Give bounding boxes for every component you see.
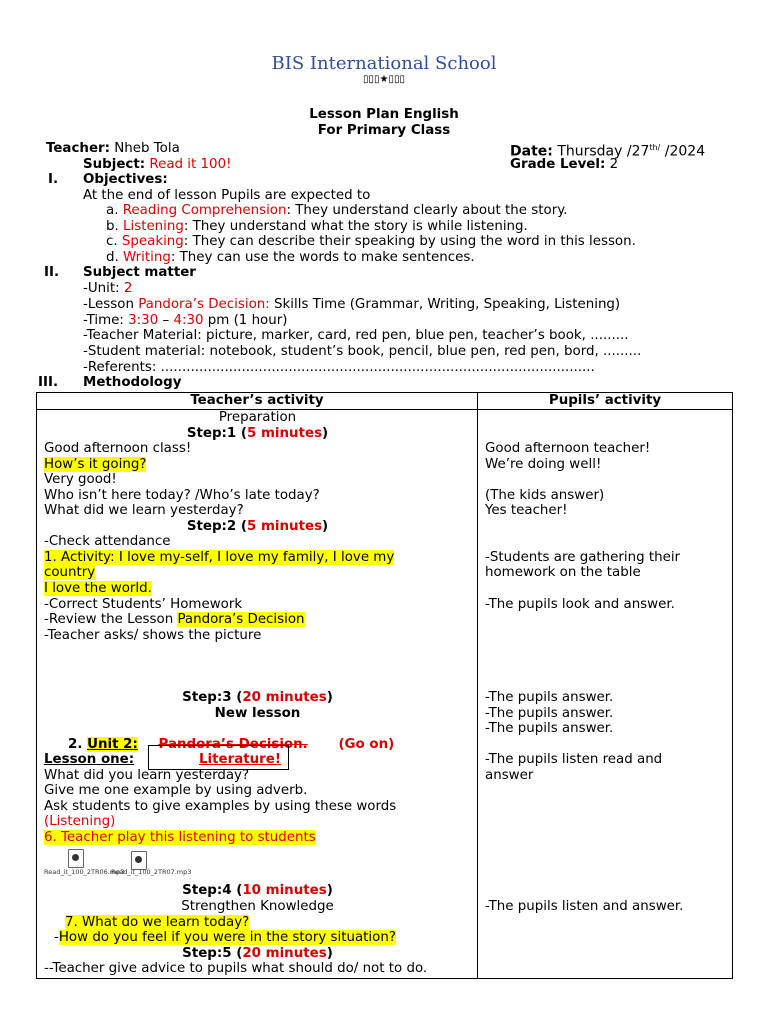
p-listen-line2: answer [485, 768, 534, 783]
time-label: -Time: [83, 313, 129, 328]
t-what-did: What did you learn yesterday? [44, 768, 250, 783]
p-gather-line1: -Students are gathering their [485, 550, 681, 565]
p-listen-answer: -The pupils listen and answer. [485, 899, 684, 914]
step-4-time: 10 minutes [242, 883, 327, 898]
unit-label: -Unit: [83, 281, 124, 296]
objective-a-key: Reading Comprehension [122, 203, 287, 218]
step-1-close: ) [322, 426, 329, 441]
objective-a-marker: a. [106, 203, 119, 218]
grade-value: 2 [609, 157, 619, 172]
step-3 [37, 690, 478, 706]
subject-label: Subject: [83, 157, 146, 172]
doc-title-line1: Lesson Plan English [309, 107, 459, 122]
step-3-close: ) [326, 690, 333, 705]
date-value: Thursday /27 [557, 143, 650, 160]
p-listen-line1: -The pupils listen read and [485, 752, 663, 767]
objective-c [106, 234, 636, 250]
unit-heading-label: Unit 2: [87, 737, 138, 752]
school-motto: ▯▯▯★▯▯▯ [363, 74, 405, 85]
step-3-label: Step:3 ( [182, 690, 243, 705]
lesson-line [83, 297, 620, 313]
step-1-label: Step:1 ( [186, 426, 247, 441]
t-example: Give me one example by using adverb. [44, 783, 308, 798]
step-2 [37, 519, 478, 535]
teacher-material: -Teacher Material: picture, marker, card, red pen, blue pen, teacher’s book, ......... [83, 328, 629, 343]
grade-line [510, 157, 618, 173]
step-4-close: ) [326, 883, 333, 898]
p-answer-1: -The pupils answer. [485, 690, 614, 705]
t-listening: (Listening) [44, 814, 116, 829]
p-kids-answer: (The kids answer) [485, 488, 605, 503]
step-2-label: Step:2 ( [186, 519, 247, 534]
objective-d [106, 250, 475, 266]
date-label: Date: [510, 143, 553, 160]
objective-d-marker: d. [106, 250, 119, 265]
objective-d-key: Writing [123, 250, 171, 265]
date-year: /2024 [660, 143, 706, 160]
teacher-line [46, 141, 180, 157]
grade-label: Grade Level: [510, 157, 606, 172]
teacher-activity-cell [37, 410, 478, 979]
col-header-teacher: Teacher’s activity [37, 393, 478, 410]
t-activity-line1: 1. Activity: I love my-self, I love my family, I love my [44, 550, 395, 565]
t-ask-examples: Ask students to give examples by using these words [44, 799, 397, 814]
subject-value: Read it 100! [149, 157, 232, 172]
methodology-number: III. [38, 375, 59, 390]
col-header-pupils: Pupils’ activity [478, 393, 733, 410]
p-answer-3: -The pupils answer. [485, 721, 614, 736]
new-lesson-label: New lesson [214, 706, 301, 721]
objective-c-marker: c. [106, 234, 118, 249]
t-how-going: How’s it going? [44, 457, 147, 472]
strengthen-label: Strengthen Knowledge [181, 899, 334, 914]
student-material: -Student material: notebook, student’s book, pencil, blue pen, red pen, bord, ......... [83, 344, 642, 359]
objectives-intro: At the end of lesson Pupils are expected to [83, 188, 371, 203]
t-how-feel [54, 930, 396, 946]
lesson-label: -Lesson [83, 297, 139, 312]
t-activity-line2: country [44, 565, 96, 580]
step-5 [37, 946, 478, 962]
methodology-table [36, 392, 733, 979]
audio-file-2-caption[interactable]: Read_it_100_2TR07.mp3 [111, 868, 192, 876]
lesson-skills: Skills Time (Grammar, Writing, Speaking, Listening) [269, 297, 621, 312]
objective-d-text: : They can use the words to make sentences. [170, 250, 475, 265]
unit-heading-title: Pandora’s Decision. [158, 737, 308, 752]
step-3-time: 20 minutes [242, 690, 327, 705]
t-review [44, 612, 305, 628]
t-activity-line3: I love the world. [44, 581, 152, 596]
audio-file-1-caption[interactable]: Read_it_100_2TR06.mp3 [44, 868, 125, 876]
objective-b-key: Listening [123, 219, 184, 234]
objective-b [106, 219, 528, 235]
t-attendance: -Check attendance [44, 534, 171, 549]
objective-a [106, 203, 567, 219]
lesson-name: Pandora’s Decision: [138, 297, 270, 312]
t-greet: Good afternoon class! [44, 441, 192, 456]
objective-b-marker: b. [106, 219, 119, 234]
step-5-close: ) [326, 946, 333, 961]
step-4-label: Step:4 ( [182, 883, 243, 898]
step-5-time: 20 minutes [242, 946, 327, 961]
preparation-label: Preparation [218, 410, 297, 425]
teacher-value: Nheb Tola [114, 141, 180, 156]
t-how-feel-dash: - [54, 930, 59, 945]
step-5-label: Step:5 ( [182, 946, 243, 961]
p-doing-well: We’re doing well! [485, 457, 602, 472]
time-end: 4:30 [173, 313, 204, 328]
audio-file-icon[interactable] [68, 849, 84, 868]
time-dash: – [158, 313, 174, 328]
t-who-isnt: Who isn’t here today? /Who’s late today? [44, 488, 320, 503]
doc-title-line2: For Primary Class [317, 123, 451, 138]
methodology-heading: Methodology [83, 375, 182, 390]
t-how-feel-text: How do you feel if you were in the story situation? [58, 930, 396, 945]
p-gather-line2: homework on the table [485, 565, 641, 580]
step-2-close: ) [322, 519, 329, 534]
subject-matter-heading: Subject matter [83, 265, 196, 280]
t-what-do-learn: 7. What do we learn today? [65, 915, 250, 930]
teacher-label: Teacher: [46, 141, 110, 156]
t-what-learn: What did we learn yesterday? [44, 503, 244, 518]
time-start: 3:30 [128, 313, 159, 328]
pupils-activity-cell [478, 410, 733, 979]
objective-b-text: : They understand what the story is while listening. [183, 219, 528, 234]
p-look-answer: -The pupils look and answer. [485, 597, 675, 612]
p-yes-teacher: Yes teacher! [485, 503, 568, 518]
time-line [83, 313, 287, 329]
unit-heading-go-on: (Go on) [338, 737, 395, 752]
objectives-heading: Objectives: [83, 172, 168, 187]
p-greet: Good afternoon teacher! [485, 441, 651, 456]
unit-value: 2 [123, 281, 133, 296]
t-play-listening: 6. Teacher play this listening to students [44, 830, 316, 845]
table-row [37, 410, 733, 979]
literature-label: Literature! [199, 752, 281, 767]
school-name: BIS International School [271, 53, 497, 74]
unit-heading-number: 2. [68, 737, 83, 752]
lesson-one-label: Lesson one: [44, 752, 135, 767]
p-answer-2: -The pupils answer. [485, 706, 614, 721]
step-1-time: 5 minutes [247, 426, 323, 441]
step-1 [37, 426, 478, 442]
t-shows-picture: -Teacher asks/ shows the picture [44, 628, 262, 643]
t-review-lesson: Pandora’s Decision [177, 612, 305, 627]
objective-c-key: Speaking [121, 234, 184, 249]
t-very-good: Very good! [44, 472, 117, 487]
referents: -Referents: ...................................................................................................... [83, 360, 595, 375]
objectives-number: I. [48, 172, 59, 187]
objective-c-text: : They can describe their speaking by using the word in this lesson. [183, 234, 636, 249]
step-4 [37, 883, 478, 899]
unit-line [83, 281, 132, 297]
subject-matter-number: II. [44, 265, 60, 280]
t-advice: --Teacher give advice to pupils what should do/ not to do. [44, 961, 428, 976]
t-correct-homework: -Correct Students’ Homework [44, 597, 243, 612]
step-2-time: 5 minutes [247, 519, 323, 534]
subject-line [83, 157, 231, 173]
objective-a-text: : They understand clearly about the story. [286, 203, 568, 218]
t-review-label: -Review the Lesson [44, 612, 178, 627]
table-header-row [37, 393, 733, 410]
date-superscript: th/ [649, 143, 661, 152]
time-rest: pm (1 hour) [203, 313, 288, 328]
